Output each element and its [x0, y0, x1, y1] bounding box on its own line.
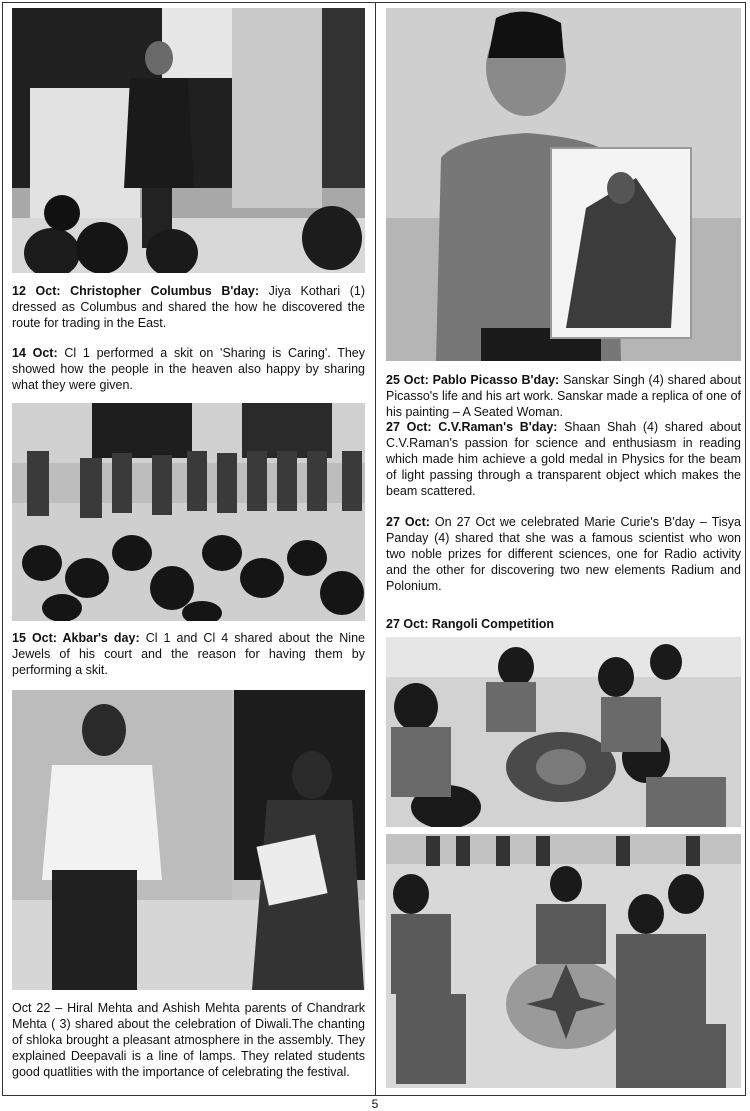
photo-rangoli-2 — [386, 834, 741, 1088]
photo-akbar-skit — [12, 403, 365, 621]
caption-akbar-body: Cl 1 and Cl 4 shared about the Nine Jewels of his court and the reason for having them by performing a skit. — [12, 631, 365, 677]
photo-columbus-speaker — [12, 8, 365, 273]
column-divider — [375, 2, 376, 1096]
caption-skit-body: Cl 1 performed a skit on 'Sharing is Caring'. They showed how the people in the heaven also happy by sharing what they were given. — [12, 346, 365, 392]
photo-picasso-painting — [386, 8, 741, 361]
photo-rangoli-1 — [386, 637, 741, 827]
caption-picasso-heading: 25 Oct: Pablo Picasso B'day: — [386, 373, 560, 387]
caption-picasso-body: Sanskar Singh (4) shared about Picasso's life and his art work. Sanskar made a replica of one of his painting – A Seated Woman. — [386, 373, 741, 419]
caption-diwali — [12, 1000, 365, 1080]
caption-raman-body: Shaan Shah (4) shared about C.V.Raman's passion for science and enthusiasm in reading which made him achieve a gold medal in Physics for the beam of light passing through a transparent object which makes the beam scattered. — [386, 420, 741, 498]
caption-curie-heading: 27 Oct: — [386, 515, 430, 529]
caption-curie — [386, 514, 741, 594]
caption-diwali-body: Oct 22 – Hiral Mehta and Ashish Mehta parents of Chandrark Mehta ( 3) shared about the celebration of Diwali.The chanting of shloka brought a pleasant atmosphere in the assembly. They explained Deepavali is a line of lamps. They related students good quatlities with the importance of celebrating the festival. — [12, 1001, 365, 1079]
caption-columbus-body: Jiya Kothari (1) dressed as Columbus and shared the how he discovered the route for trading in the East. — [12, 284, 365, 330]
caption-curie-body: On 27 Oct we celebrated Marie Curie's B'day – Tisya Panday (4) shared that she was a famous scientist who won two noble prizes for different sciences, one for Radio activity and the other for discovering two new elements Radium and Polonium. — [386, 515, 741, 593]
caption-columbus-heading: 12 Oct: Christopher Columbus B'day: — [12, 284, 260, 298]
rangoli-heading: 27 Oct: Rangoli Competition — [386, 617, 555, 631]
caption-akbar — [12, 630, 365, 678]
caption-skit — [12, 345, 365, 393]
caption-columbus — [12, 283, 365, 331]
caption-skit-heading: 14 Oct: — [12, 346, 58, 360]
page-number: 5 — [371, 1097, 379, 1111]
caption-raman-heading: 27 Oct: C.V.Raman's B'day: — [386, 420, 558, 434]
caption-picasso — [386, 372, 741, 420]
caption-raman — [386, 419, 741, 499]
photo-diwali-parents — [12, 690, 365, 990]
caption-akbar-heading: 15 Oct: Akbar's day: — [12, 631, 140, 645]
